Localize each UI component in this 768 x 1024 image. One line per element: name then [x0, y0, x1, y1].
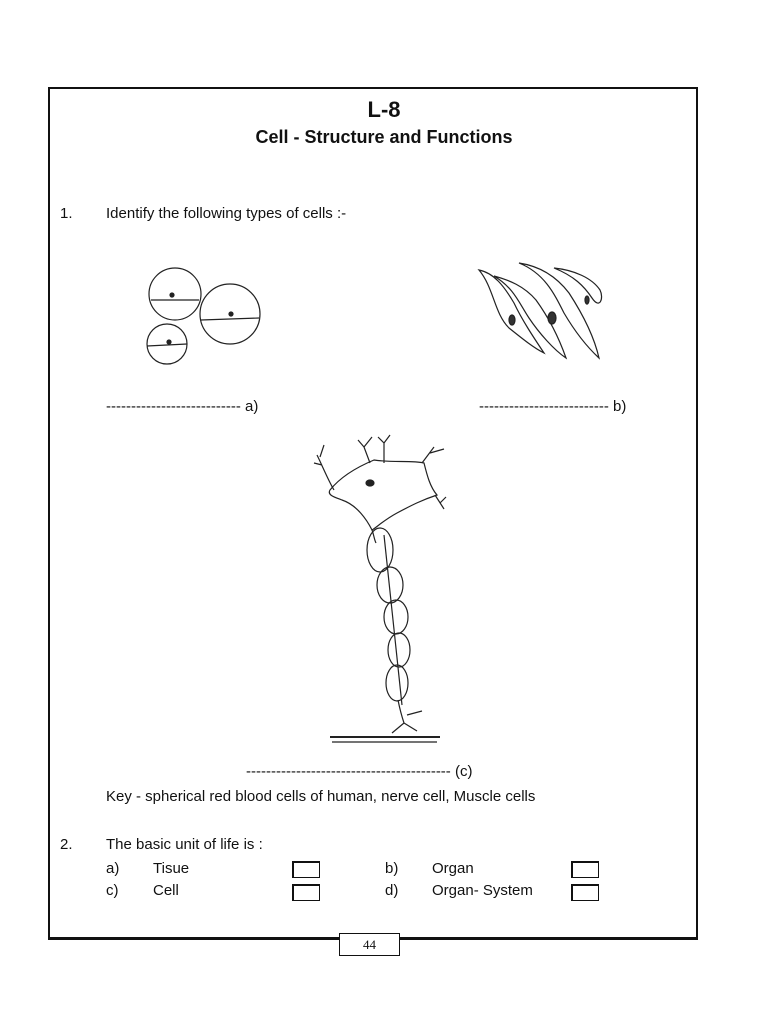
option-d-label: Organ- System: [432, 882, 533, 899]
blank-b: -------------------------- b): [479, 398, 627, 415]
myelin-sheath-5: [386, 665, 408, 701]
option-c-checkbox[interactable]: [292, 884, 320, 901]
option-d-checkbox[interactable]: [571, 884, 599, 901]
question-2-text: The basic unit of life is :: [106, 836, 263, 853]
option-c-letter: c): [106, 882, 119, 899]
nerve-cell-figure: [312, 435, 447, 745]
muscle-cells-figure: [474, 258, 614, 370]
question-1-number: 1.: [60, 205, 73, 222]
blank-c: ----------------------------------------- (c): [246, 763, 473, 780]
option-b-checkbox[interactable]: [571, 861, 599, 878]
page-title: Cell - Structure and Functions: [255, 127, 513, 147]
option-d-letter: d): [385, 882, 399, 899]
rbc-1: [149, 268, 201, 320]
option-c-label: Cell: [153, 882, 179, 899]
option-a-letter: a): [106, 860, 120, 877]
question-1-text: Identify the following types of cells :-: [106, 205, 347, 222]
myelin-sheath-1: [367, 528, 393, 572]
option-a-checkbox[interactable]: [292, 861, 320, 878]
option-b-letter: b): [385, 860, 399, 877]
page-number: 44: [339, 933, 400, 956]
myelin-sheath-2: [377, 567, 403, 603]
blank-a: --------------------------- a): [106, 398, 259, 415]
myelin-sheath-4: [388, 633, 410, 667]
option-b-label: Organ: [432, 860, 474, 877]
answer-key: Key - spherical red blood cells of human, nerve cell, Muscle cells: [106, 788, 536, 805]
myelin-sheath-3: [384, 600, 408, 634]
cell-body: [329, 460, 437, 530]
option-a-label: Tisue: [153, 860, 190, 877]
lesson-number: L-8: [367, 97, 401, 122]
red-blood-cells-figure: [135, 272, 270, 367]
question-2-number: 2.: [60, 836, 73, 853]
